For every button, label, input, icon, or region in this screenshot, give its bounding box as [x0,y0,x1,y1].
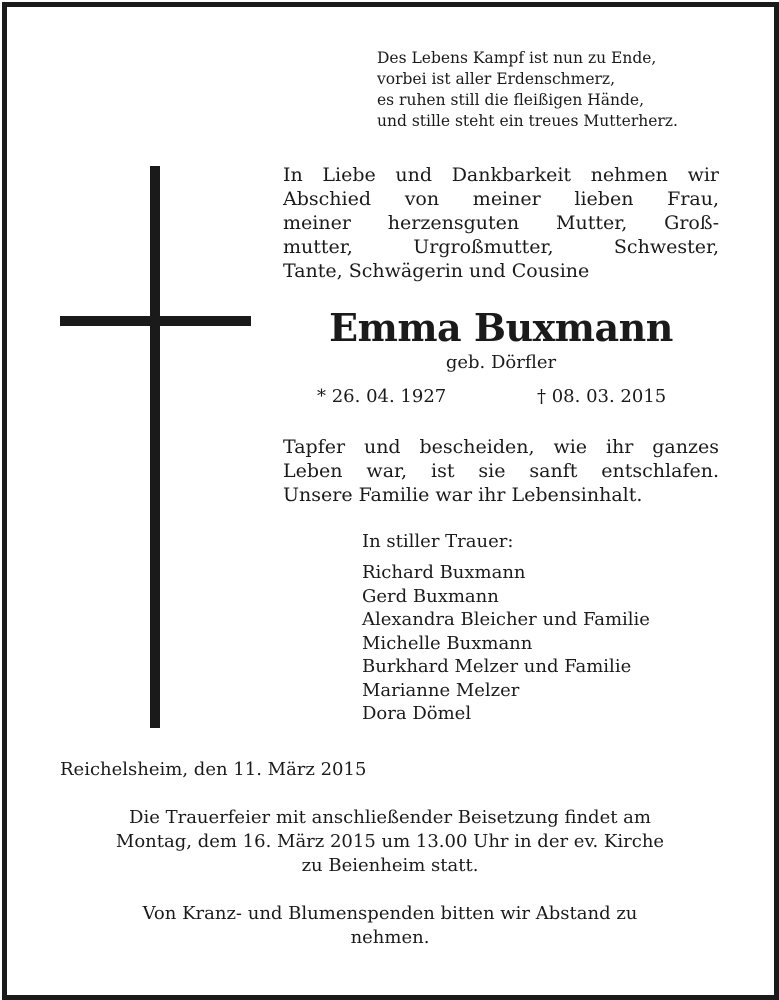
death-date: † 08. 03. 2015 [537,386,667,407]
ceremony-notice [55,806,725,878]
poem-line: Des Lebens Kampf ist nun zu Ende, [377,49,657,67]
mourner-name: Burkhard Melzer und Familie [362,656,632,677]
wreath-notice [55,902,725,950]
intro-line: Abschied von meiner lieben Frau, [283,188,719,210]
cross-icon-horizontal [60,316,251,326]
mourner-name: Richard Buxmann [362,562,526,583]
intro-line: meiner herzensguten Mutter, Groß- [283,212,719,234]
maiden-name: geb. Dörfler [445,352,557,373]
tribute-paragraph [283,435,719,507]
deceased-name: Emma Buxmann [329,305,673,350]
intro-text [283,163,719,283]
poem [377,48,678,132]
place-date: Reichelsheim, den 11. März 2015 [60,759,367,780]
mourner-name: Dora Dömel [362,703,472,724]
ceremony-line: Die Trauerfeier mit anschließender Beisetzung findet am [129,807,651,828]
poem-line: und stille steht ein treues Mutterherz. [377,112,678,130]
mourner-name: Marianne Melzer [362,679,520,701]
mourners-list [362,561,650,726]
wreath-line: Von Kranz- und Blumenspenden bitten wir Abstand zu [142,903,638,924]
mourning-label: In stiller Trauer: [362,531,514,552]
tribute-line: Leben war, ist sie sanft entschlafen. [283,460,719,482]
intro-line: In Liebe und Dankbarkeit nehmen wir [283,164,719,186]
birth-date: * 26. 04. 1927 [317,386,447,407]
mourner-name: Alexandra Bleicher und Familie [362,609,650,630]
mourner-name: Michelle Buxmann [362,632,533,654]
tribute-line: Unsere Familie war ihr Lebensinhalt. [283,484,643,506]
poem-line: vorbei ist aller Erdenschmerz, [377,70,616,88]
wreath-line: nehmen. [350,927,430,948]
poem-line: es ruhen still die fleißigen Hände, [377,91,645,109]
ceremony-line: Montag, dem 16. März 2015 um 13.00 Uhr in der ev. Kirche [115,831,665,852]
intro-line: mutter, Urgroßmutter, Schwester, [283,236,719,258]
ceremony-line: zu Beienheim statt. [301,855,479,876]
mourner-name: Gerd Buxmann [362,585,499,607]
tribute-line: Tapfer und bescheiden, wie ihr ganzes [283,436,719,458]
cross-icon-vertical [150,166,160,728]
intro-line: Tante, Schwägerin und Cousine [283,260,590,282]
